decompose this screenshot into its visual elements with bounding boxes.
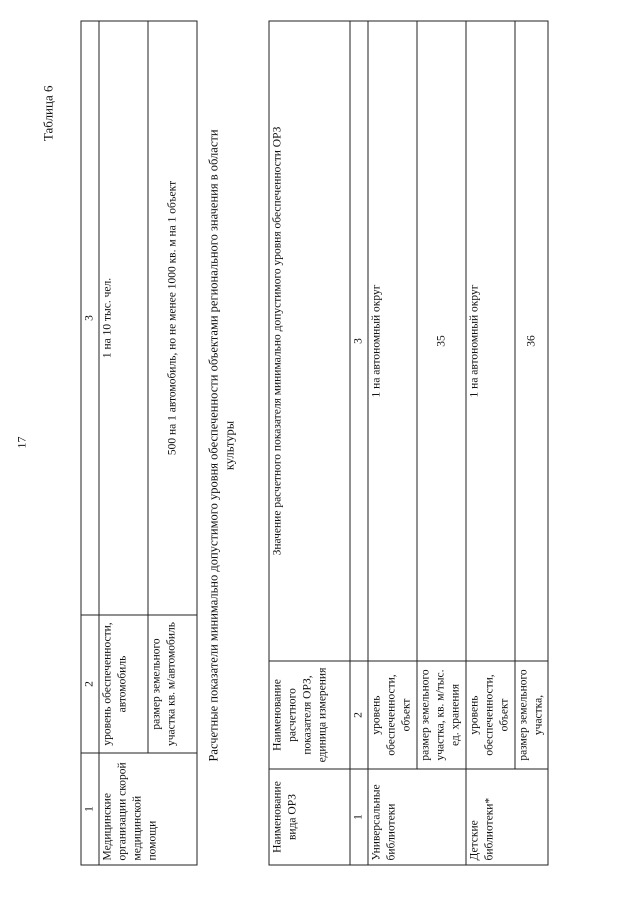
column-header: Значение расчетного показателя минимально допустимого уровня обеспеченности ОРЗ [269, 21, 350, 661]
table-row [148, 21, 197, 865]
table-header-row [81, 21, 99, 865]
group-name: Универсальные библиотеки [368, 769, 466, 865]
column-header: Наименование расчетного показателя ОРЗ, единица измерения [269, 661, 350, 769]
col-number: 3 [81, 21, 99, 615]
indicator: уровень обеспеченности, объект [368, 661, 417, 769]
col-number: 1 [350, 769, 368, 865]
page-number: 17 [14, 436, 28, 448]
table-row [417, 21, 466, 865]
table-header-row [269, 21, 350, 865]
culture-table [268, 20, 548, 865]
value: 1 на 10 тыс. чел. [99, 21, 148, 615]
indicator: уровень обеспеченности, автомобиль [99, 615, 148, 753]
table-label: Таблица 6 [40, 85, 55, 141]
table-row [368, 21, 417, 865]
col-number: 1 [81, 753, 99, 865]
table-caption [205, 45, 237, 845]
caption-line: культуры [222, 420, 236, 470]
caption-line: Расчетные показатели минимально допустимого уровня обеспеченности объектами регионального значения в области [206, 128, 220, 762]
value: 1 на автономный округ [368, 21, 417, 661]
value: 35 [417, 21, 466, 661]
indicator: уровень обеспеченности, объект [466, 661, 515, 769]
table-row [466, 21, 515, 865]
medical-table [80, 20, 197, 865]
column-number-row [350, 21, 368, 865]
value: 36 [515, 21, 548, 661]
table-row [99, 21, 148, 865]
col-number: 3 [350, 21, 368, 661]
indicator: размер земельного участка кв. м/автомобиль [148, 615, 197, 753]
value: 1 на автономный округ [466, 21, 515, 661]
org-name: Медицинские организации скорой медицинской помощи [99, 753, 197, 865]
col-number: 2 [350, 661, 368, 769]
value: 500 на 1 автомобиль, но не менее 1000 кв. м на 1 объект [148, 21, 197, 615]
col-number: 2 [81, 615, 99, 753]
column-header: Наименование вида ОРЗ [269, 769, 350, 865]
indicator: размер земельного участка, кв. м/тыс. ед. хранения [417, 661, 466, 769]
indicator: размер земельного участка, [515, 661, 548, 769]
group-name: Детские библиотеки* [466, 769, 548, 865]
table-row [515, 21, 548, 865]
